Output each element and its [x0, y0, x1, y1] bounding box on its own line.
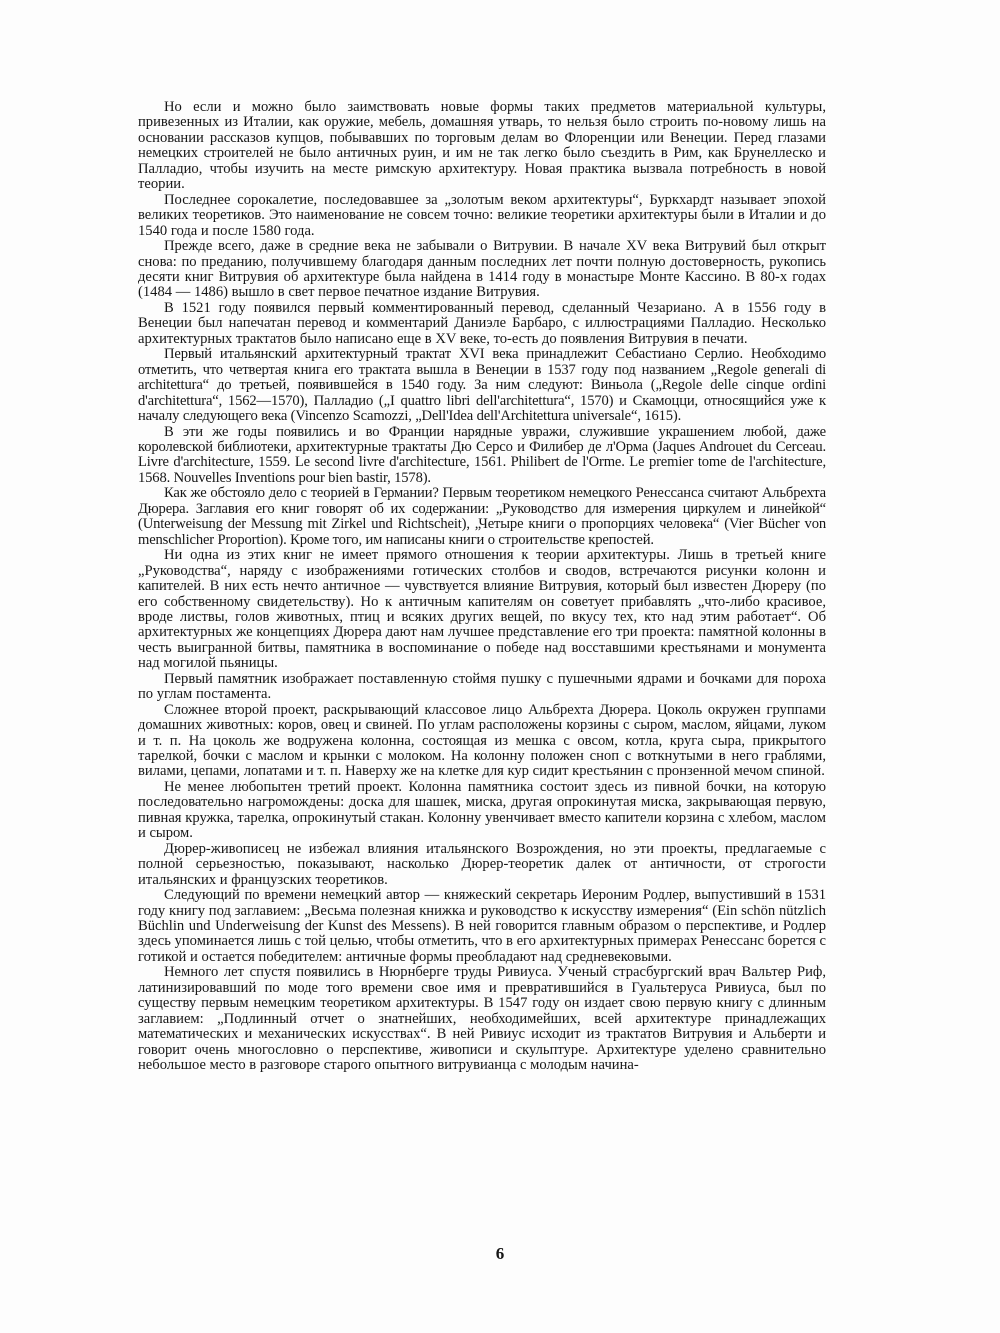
paragraph: Прежде всего, даже в средние века не забывали о Витрувии. В начале XV века Витрувий был открыт снова: по преданию, получившему благодаря данным последних лет почти полную достоверность, рукопись десяти книг Витрувия об архитектуре была найдена в 1414 году в монастыре Монте Кассино. В 80-х годах (1484 — 1486) вышло в свет первое печатное издание Витрувия.: [138, 238, 826, 301]
paragraph: Последнее сорокалетие, последовавшее за „золотым веком архитектуры“, Буркхардт называет эпохой великих теоретиков. Это наименование не совсем точно: великие теоретики архитектуры были в Италии и до 1540 года и после 1580 года.: [138, 191, 826, 239]
paragraph: Первый памятник изображает поставленную стоймя пушку с пушечными ядрами и бочками для пороха по углам постамента.: [138, 670, 826, 703]
paragraph: Следующий по времени немецкий автор — княжеский секретарь Иероним Родлер, выпустивший в 1531 году книгу под заглавием: „Весьма полезная книжка и руководство к искусству измерения“ (Ein schön nützlich Büchlin und Underweisung der Kunst des Messens). В ней говорится главным образом о перспективе, и Родлер здесь упоминается лишь с той целью, чтобы отметить, что в его архитектурных примерах Ренессанс борется с готикой и остается победителем: античные формы преобладают над средневековыми.: [138, 887, 826, 965]
paragraph: В 1521 году появился первый комментированный перевод, сделанный Чезариано. А в 1556 году в Венеции был напечатан перевод и комментарий Даниэле Барбаро, с иллюстрациями Палладио. Несколько архитектурных трактатов было написано еще в XV веке, то-есть до появления Витрувия в печати.: [138, 299, 826, 347]
paragraph: Не менее любопытен третий проект. Колонна памятника состоит здесь из пивной бочки, на которую последовательно нагромождены: доска для шашек, миска, другая опрокинутая миска, закрывающая первую, пивная кружка, тарелка, опрокинутый стакан. Колонну увенчивает вместо капители корзина с хлебом, маслом и сыром.: [138, 778, 826, 842]
page-number: 6: [495, 1244, 505, 1263]
paragraph: В эти же годы появились и во Франции нарядные увражи, служившие украшением любой, даже королевской библиотеки, архитектурные трактаты Дю Серсо и Филибер де л'Орма (Jaques Androuet du Cerceau. Livre d'architecture, 1559. Le second livre d'architecture, 1561. Philibert de l'Orme. Le premier tome de l'architecture, 1568. Nouvelles Inventions pour bien bastir, 1578).: [138, 423, 826, 486]
paragraph: Ни одна из этих книг не имеет прямого отношения к теории архитектуры. Лишь в третьей книге „Руководства“, наряду с изображениями готических столбов и сводов, встречаются рисунки колонн и капителей. В них есть нечто античное — чувствуется влияние Витрувия, который был известен Дюреру (по его собственному свидетельству). Но к античным капителям он советует прибавлять „что-либо красивое, вроде листвы, голов животных, птиц и всяких других вещей, по вкусу тех, кто над этим работает“. Об архитектурных же концепциях Дюрера дают нам лучшее представление его три проекта: памятной колонны в честь выигранной битвы, памятника в воспоминание о победе над восставшими крестьянами и монумента над могилой пьяницы.: [138, 547, 826, 672]
paragraph: Немного лет спустя появились в Нюрнберге труды Ривиуса. Ученый страсбургский врач Вальтер Риф, латинизировавший по моде того времени свое имя и превратившийся в Гуальтеруса Ривиуса, был по существу первым немецким теоретиком архитектуры. В 1547 году он издает свою первую книгу с длинным заглавием: „Подлинный отчет о знатнейших, необходимейших, всей архитектуре принадлежащих математических и механических искусствах“. В ней Ривиус исходит из трактатов Витрувия и Альберти и говорит очень многословно о перспективе, живописи и скульптуре. Архитектуре уделено сравнительно небольшое место в разговоре старого опытного витрувианца с молодым начина-: [138, 964, 826, 1074]
paragraph: Первый итальянский архитектурный трактат XVI века принадлежит Себастиано Серлио. Необходимо отметить, что четвертая книга его трактата вышла в Венеции в 1537 году под названием „Regole generali di architettura“ до третьей, появившейся в 1540 году. За ним следуют: Виньола („Regole delle cinque ordini d'architettura“, 1562—1570), Палладио („I quattro libri dell'architettura“, 1570) и Скамоцци, относящийся уже к началу следующего века (Vincenzo Scamozzi, „Dell'Idea dell'Architettura universale“, 1615).: [138, 346, 826, 425]
paragraph: Сложнее второй проект, раскрывающий классовое лицо Альбрехта Дюрера. Цоколь окружен группами домашних животных: коров, овец и свиней. По углам расположены корзины с сыром, маслом, яйцами, луком и т. п. На цоколь же водружена колонна, состоящая из мешка с овсом, котла, круга сыра, прикрытого тарелкой, бочки с маслом и крынки с молоком. На колонну положен сноп с воткнутыми в него граблями, вилами, цепами, лопатами и т. п. Наверху же на клетке для кур сидит крестьянин с пронзенной мечом спиной.: [138, 701, 826, 780]
body-text: [138, 100, 826, 1074]
paragraph: Но если и можно было заимствовать новые формы таких предметов материальной культуры, привезенных из Италии, как оружие, мебель, домашняя утварь, то нельзя было строить по-новому лишь на основании рассказов купцов, побывавших по торговым делам во Флоренции или Венеции. Перед глазами немецких строителей не было античных руин, и им не так легко было съездить в Рим, как Брунеллеско и Палладио, чтобы изучить на месте римскую архитектуру. Новая практика вызвала потребность в новой теории.: [138, 99, 826, 193]
paragraph: Дюрер-живописец не избежал влияния итальянского Возрождения, но эти проекты, предлагаемые с полной серьезностью, показывают, насколько Дюрер-теоретик далек от античности, от строгости итальянских и французских теоретиков.: [138, 840, 826, 888]
paragraph: Как же обстояло дело с теорией в Германии? Первым теоретиком немецкого Ренессанса считают Альбрехта Дюрера. Заглавия его книг говорят об их содержании: „Руководство для измерения циркулем и линейкой“ (Unterweisung der Messung mit Zirkel und Richtscheit), „Четыре книги о пропорциях человека“ (Vier Bücher von menschlicher Proportion). Кроме того, им написаны книги о строительстве крепостей.: [138, 485, 826, 548]
